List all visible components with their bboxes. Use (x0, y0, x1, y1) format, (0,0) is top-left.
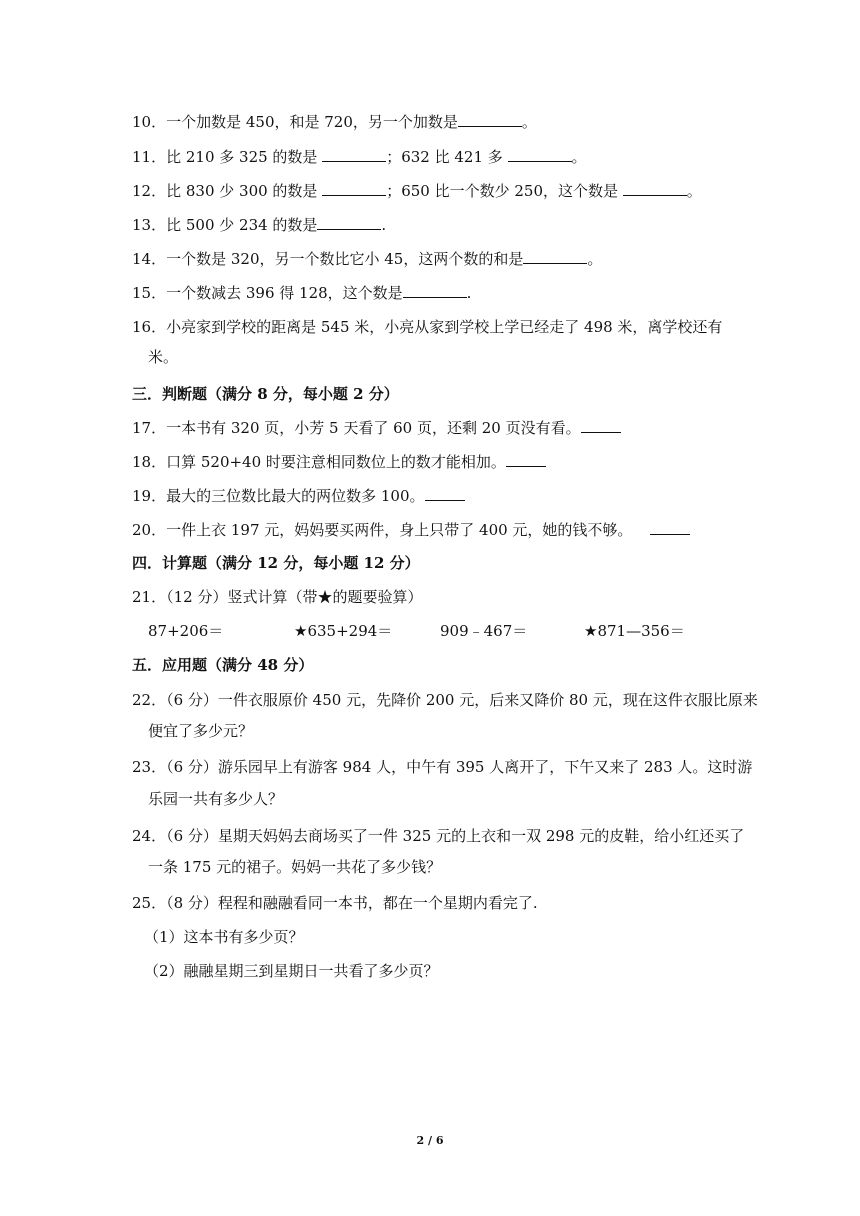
calc-row (0, 621, 860, 641)
question-text: . (381, 216, 387, 234)
question-21: 21．（12 分）竖式计算（带★的题要验算） (132, 588, 423, 606)
section-3-heading: 三．判断题（满分 8 分，每小题 2 分） (132, 385, 399, 403)
answer-blank (403, 283, 467, 298)
calc-item: ★871—356＝ (584, 622, 685, 640)
section-5-heading: 五．应用题（满分 48 分） (132, 656, 314, 674)
answer-blank (650, 520, 690, 535)
question-12 (132, 181, 702, 201)
question-text: 11．比 210 多 325 的数是 (132, 148, 323, 166)
question-18 (132, 452, 546, 472)
question-23-cont: 乐园一共有多少人？ (148, 790, 284, 808)
question-10 (132, 112, 537, 132)
question-text: 15．一个数减去 396 得 128，这个数是 (132, 284, 403, 302)
answer-blank (508, 147, 572, 162)
question-22: 22．（6 分）一件衣服原价 450 元，先降价 200 元，后来又降价 80 元，现在这件衣服比原来 (132, 691, 758, 709)
answer-blank (623, 181, 687, 196)
question-text: 20．一件上衣 197 元，妈妈要买两件，身上只带了 400 元，她的钱不够。 (132, 521, 633, 539)
question-text: ；632 比 421 多 (386, 148, 508, 166)
question-11 (132, 147, 587, 167)
question-text: 。 (521, 113, 537, 131)
question-text: 14．一个数是 320，另一个数比它小 45，这两个数的和是 (132, 250, 524, 268)
question-text: 13．比 500 少 234 的数是 (132, 216, 318, 234)
question-25: 25．（8 分）程程和融融看同一本书，都在一个星期内看完了. (132, 894, 538, 912)
question-text: 。 (686, 182, 702, 200)
question-24: 24．（6 分）星期天妈妈去商场买了一件 325 元的上衣和一双 298 元的皮鞋，给小红还买了 (132, 827, 745, 845)
answer-blank (425, 486, 465, 501)
calc-item: 909﹣467＝ (440, 622, 528, 640)
answer-blank (322, 147, 386, 162)
answer-blank (506, 452, 546, 467)
answer-blank (581, 418, 621, 433)
question-text: 10．一个加数是 450，和是 720，另一个加数是 (132, 113, 458, 131)
question-15 (132, 283, 471, 303)
section-4-heading: 四．计算题（满分 12 分，每小题 12 分） (132, 554, 420, 572)
question-25-sub2: （2）融融星期三到星期日一共看了多少页？ (144, 962, 439, 980)
question-13 (132, 215, 386, 235)
question-text: . (466, 284, 472, 302)
question-text: 12．比 830 少 300 的数是 (132, 182, 323, 200)
answer-blank (317, 215, 381, 230)
question-text: ；650 比一个数少 250，这个数是 (386, 182, 623, 200)
question-25-sub1: （1）这本书有多少页？ (144, 928, 304, 946)
calc-item: 87+206＝ (148, 622, 224, 640)
question-text: 17．一本书有 320 页，小芳 5 天看了 60 页，还剩 20 页没有看。 (132, 419, 581, 437)
question-14 (132, 249, 602, 269)
question-23: 23．（6 分）游乐园早上有游客 984 人，中午有 395 人离开了，下午又来了 283 人。这时游 (132, 758, 753, 776)
question-16-cont: 米。 (148, 348, 179, 366)
calc-item: ★635+294＝ (294, 622, 393, 640)
question-24-cont: 一条 175 元的裙子。妈妈一共花了多少钱？ (148, 858, 442, 876)
answer-blank (523, 249, 587, 264)
answer-blank (458, 112, 522, 127)
page-number: 2 / 6 (416, 1134, 444, 1147)
question-text: 。 (571, 148, 587, 166)
question-17 (132, 418, 621, 438)
answer-blank (322, 181, 386, 196)
question-text: 。 (587, 250, 603, 268)
question-20 (132, 520, 690, 540)
question-16: 16．小亮家到学校的距离是 545 米，小亮从家到学校上学已经走了 498 米，离学校还有 (132, 318, 723, 336)
question-22-cont: 便宜了多少元？ (148, 722, 254, 740)
question-text: 18．口算 520+40 时要注意相同数位上的数才能相加。 (132, 453, 506, 471)
question-19 (132, 486, 465, 506)
question-text: 19．最大的三位数比最大的两位数多 100。 (132, 487, 425, 505)
